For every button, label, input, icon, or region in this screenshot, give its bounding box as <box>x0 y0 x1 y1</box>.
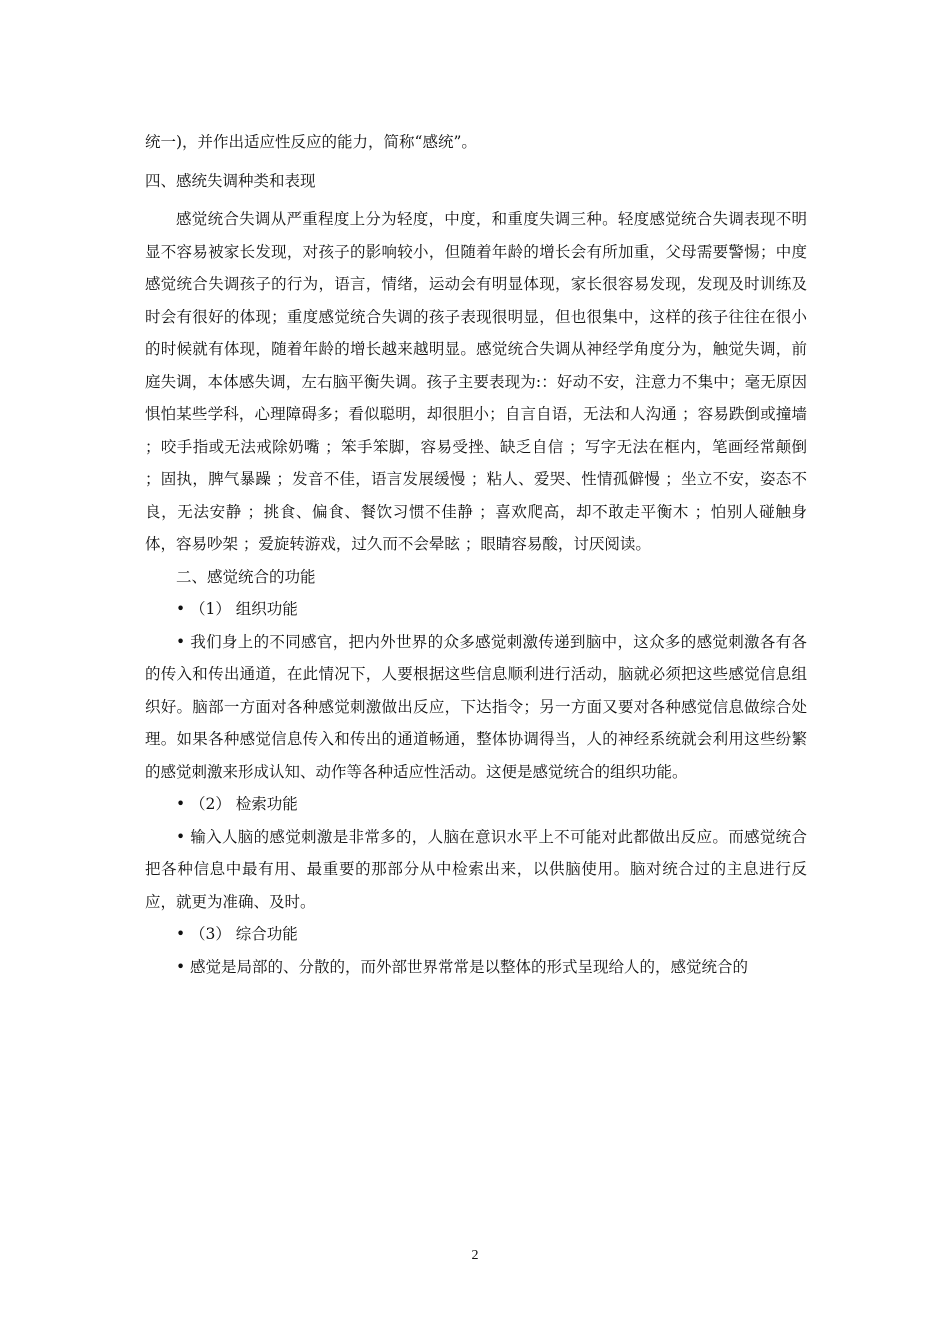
paragraph-continuation: 统一)，并作出适应性反应的能力，简称“感统”。 <box>145 133 477 151</box>
list-item-integrate-text <box>145 951 807 984</box>
list-item-search-title <box>145 788 807 821</box>
page-number: 2 <box>471 1248 479 1263</box>
list-item-body: 感觉是局部的、分散的，而外部世界常常是以整体的形式呈现给人的，感觉统合的 <box>190 957 749 976</box>
list-item-label: （2） 检索功能 <box>190 795 298 813</box>
bullet-icon: • <box>176 600 186 618</box>
list-item-organize-title <box>145 593 807 626</box>
section-heading-two: 二、感觉统合的功能 <box>176 567 316 586</box>
paragraph-dysfunction-types: 感觉统合失调从严重程度上分为轻度，中度，和重度失调三种。轻度感觉统合失调表现不明显不容易被家长发现，对孩子的影响较小，但随着年龄的增长会有所加重，父母需要警惕；中度感觉统合失调孩子的行为，语言，情绪，运动会有明显体现，家长很容易发现，发现及时训练及时会有很好的体现；重度感觉统合失调的孩子表现很明显，但也很集中，这样的孩子往往在很小的时候就有体现，随着年龄的增长越来越明显。感觉统合失调从神经学角度分为，触觉失调，前庭失调，本体感失调，左右脑平衡失调。孩子主要表现为:：好动不安，注意力不集中；毫无原因惧怕某些学科，心理障碍多；看似聪明，却很胆小；自言自语，无法和人沟通 ；容易跌倒或撞墙 ；咬手指或无法戒除奶嘴 ；笨手笨脚，容易受挫、缺乏自信 ；写字无法在框内，笔画经常颠倒 ；固执，脾气暴躁 ；发音不佳，语言发展缓慢 ；粘人、爱哭、性情孤僻慢 ；坐立不安，姿态不良，无法安静 ；挑食、偏食、餐饮习惯不佳静 ；喜欢爬高，却不敢走平衡木 ；怕别人碰触身体，容易吵架 ；爱旋转游戏，过久而不会晕眩 ；眼睛容易酸，讨厌阅读。 <box>145 210 807 553</box>
list-item-search-text <box>145 821 807 919</box>
list-item-label: （3） 综合功能 <box>190 925 298 943</box>
list-item-body: 输入人脑的感觉刺激是非常多的，人脑在意识水平上不可能对此都做出反应。而感觉统合把各种信息中最有用、最重要的那部分从中检索出来，以供脑使用。脑对统合过的主息进行反应，就更为准确、及时。 <box>145 827 807 911</box>
list-item-body: 我们身上的不同感官，把内外世界的众多感觉刺激传递到脑中，这众多的感觉刺激各有各的传入和传出通道，在此情况下，人要根据这些信息顺利进行活动，脑就必须把这些感觉信息组织好。脑部一方面对各种感觉刺激做出反应，下达指令；另一方面又要对各种感觉信息做综合处理。如果各种感觉信息传入和传出的通道畅通，整体协调得当，人的神经系统就会利用这些纷繁的感觉刺激来形成认知、动作等各种适应性活动。这便是感觉统合的组织功能。 <box>145 632 807 781</box>
bullet-icon: • <box>176 795 186 813</box>
page-body <box>145 126 807 983</box>
bullet-icon: • <box>176 632 186 651</box>
bullet-icon: • <box>176 827 186 846</box>
list-item-label: （1） 组织功能 <box>190 600 298 618</box>
bullet-icon: • <box>176 957 186 976</box>
bullet-icon: • <box>176 925 186 943</box>
list-item-organize-text <box>145 626 807 789</box>
list-item-integrate-title <box>145 918 807 951</box>
section-heading-four: 四、感统失调种类和表现 <box>145 171 316 190</box>
